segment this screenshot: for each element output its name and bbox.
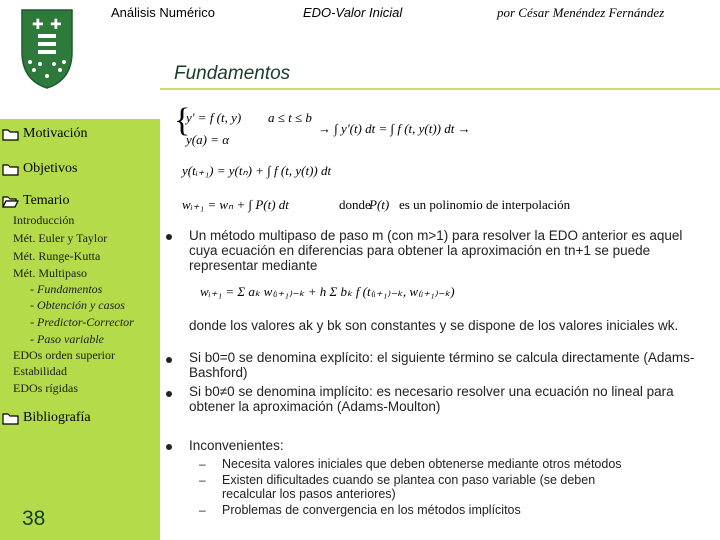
nav-bibliografia-label: Bibliografía: [23, 410, 91, 425]
bullet: [166, 234, 172, 240]
nav-objetivos[interactable]: [2, 161, 77, 177]
temario-subitem-fundamentos[interactable]: - Fundamentos: [30, 282, 103, 296]
temario-item-multipaso[interactable]: Mét. Multipaso: [13, 266, 87, 280]
bullet: [166, 444, 172, 450]
temario-item-introduccion[interactable]: Introducción: [13, 213, 75, 227]
slide-title: Fundamentos: [174, 63, 291, 84]
inconveniente-item: Necesita valores iniciales que deben obtenerse mediante otros métodos: [222, 457, 622, 471]
bullet: [166, 391, 172, 397]
paragraph-explicit: Si b0=0 se denomina explícito: el siguiente término se calcula directamente (Adams-Bashford): [189, 350, 695, 380]
header-course: Análisis Numérico: [111, 5, 216, 20]
nav-temario[interactable]: [2, 193, 69, 209]
paragraph-constants: donde los valores ak y bk son constantes y se dispone de los valores iniciales wk.: [189, 318, 679, 333]
donde-label: donde: [339, 197, 371, 212]
nav-motivacion-label: Motivación: [23, 126, 88, 141]
temario-item-runge-kutta[interactable]: Mét. Runge-Kutta: [13, 249, 101, 263]
nav-objetivos-label: Objetivos: [23, 161, 78, 176]
bullet: [166, 357, 172, 363]
temario-item-edos-orden-superior[interactable]: EDOs orden superior: [13, 348, 115, 362]
dash-marker: –: [199, 503, 206, 517]
title-divider: [160, 88, 720, 90]
dash-marker: –: [199, 457, 206, 471]
multistep-formula: wᵢ₊₁ = Σ aₖ w₍ᵢ₊₁₎₋ₖ + h Σ bₖ f (t₍ᵢ₊₁₎₋ₖ, w₍ᵢ₊₁₎₋ₖ): [200, 284, 455, 299]
folder-icon: [2, 412, 19, 425]
temario-item-edos-rigidas[interactable]: EDOs rígidas: [13, 381, 78, 395]
page-number: 38: [22, 507, 46, 530]
interpolation-formula: wᵢ₊₁ = wₙ + ∫ P(t) dt: [182, 197, 289, 212]
p-of-t: P(t): [369, 197, 390, 212]
inconveniente-item: Problemas de convergencia en los métodos implícitos: [222, 503, 521, 517]
recurrence-formula: y(tᵢ₊₁) = y(tₙ) + ∫ f (t, y(t)) dt: [182, 163, 332, 178]
paragraph-inconvenientes: Inconvenientes:: [189, 438, 284, 453]
nav-bibliografia[interactable]: [2, 410, 91, 426]
header-topic: EDO-Valor Inicial: [303, 5, 403, 20]
initial-condition: y(a) = α: [186, 132, 230, 147]
temario-subitem-paso-variable[interactable]: - Paso variable: [30, 332, 104, 346]
paragraph-definition: Un método multipaso de paso m (con m>1) para resolver la EDO anterior es aquel cuya ecuación en diferencias para obtener la aproximación en tn+1 se puede representar mediante: [189, 228, 683, 273]
open-folder-icon: [2, 195, 19, 208]
temario-item-euler-taylor[interactable]: Mét. Euler y Taylor: [13, 231, 108, 245]
nav-temario-label: Temario: [23, 193, 70, 208]
temario-subitem-predictor-corrector[interactable]: - Predictor-Corrector: [30, 315, 134, 329]
folder-icon: [2, 128, 19, 141]
temario-subitem-obtencion[interactable]: - Obtención y casos: [30, 298, 125, 312]
nav-motivacion[interactable]: [2, 126, 88, 142]
university-crest-icon: [2, 2, 92, 92]
inconveniente-item: Existen dificultades cuando se plantea con paso variable (se deben recalcular los pasos anteriores): [222, 473, 596, 501]
paragraph-implicit: Si b0≠0 se denomina implícito: es necesario resolver una ecuación no lineal para obtener la aproximación (Adams-Moulton): [189, 384, 674, 414]
svg-text:✚: ✚: [50, 17, 62, 33]
header-author: por César Menéndez Fernández: [497, 5, 665, 20]
svg-text:✚: ✚: [32, 17, 44, 33]
interpolation-text: es un polinomio de interpolación: [399, 197, 571, 212]
ode-equation: y' = f (t, y): [186, 110, 242, 125]
integral-formula: → ∫ y'(t) dt = ∫ f (t, y(t)) dt →: [318, 121, 471, 136]
dash-marker: –: [199, 473, 206, 487]
ode-range: a ≤ t ≤ b: [268, 110, 312, 125]
system-brace: {: [174, 102, 191, 139]
temario-item-estabilidad[interactable]: Estabilidad: [13, 364, 67, 378]
folder-icon: [2, 163, 19, 176]
